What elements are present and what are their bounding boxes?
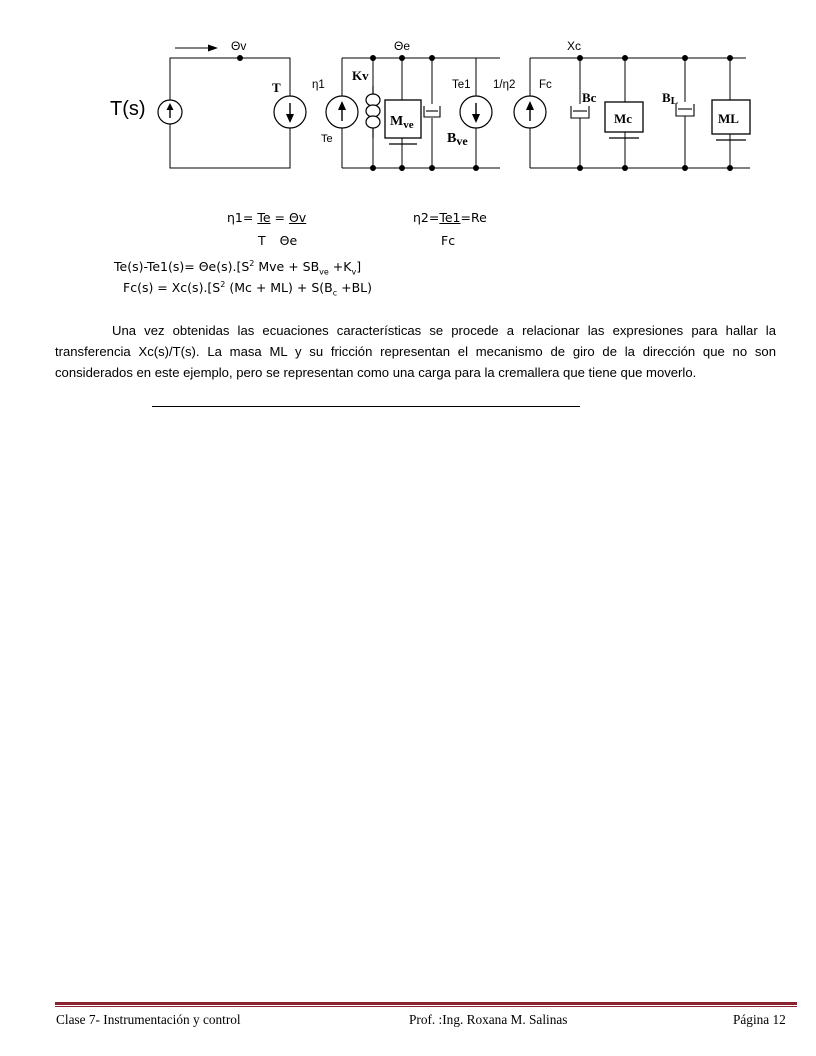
eta1-equation-top: η1= Te = Θv [227,210,307,225]
spring-kv [364,86,382,138]
footer-page-number: Página 12 [733,1012,786,1027]
label-bl: BL [662,90,679,107]
loop-1-wire [170,58,290,168]
label-te: Te [321,133,333,145]
body-paragraph: Una vez obtenidas las ecuaciones características se procede a relacionar las expresiones para hallar la transferencia Xc(s)/T(s). La masa ML y su fricción representan el mecanismo de giro de la dirección que no son considerados en este ejemplo, pero se representan como una carga para la cremallera que tiene que moverlo. [55,323,776,380]
separator-line [152,406,580,407]
label-kv: Kv [352,68,369,83]
label-theta-e: Θe [394,39,411,53]
eta1-equation-denominators: T Θe [258,233,298,248]
footer-author: Prof. :Ing. Roxana M. Salinas [409,1012,568,1027]
theta-v-arrow [175,45,218,52]
label-mc: Mc [614,111,633,126]
damper-bc [571,104,589,118]
fc-equation: $Fc(s) = Xc(s).[S^2$ $(Mc + ML) + S(B_c +BL)$ [123,280,372,298]
eta2-equation-denominator: Fc [441,233,456,248]
label-ml: ML [718,111,739,126]
label-bve: Bve [447,131,468,148]
label-mve: $M_{ve}$ [390,114,414,131]
label-inv-eta2: 1/η2 [493,79,516,91]
footer-course: Clase 7- Instrumentación y control [56,1012,241,1027]
label-fc: Fc [539,79,552,91]
damper-bve [424,104,440,118]
label-bc: Bc [582,90,597,105]
footer-rule-thick [55,1002,797,1005]
label-te1: Te1 [452,79,471,91]
label-eta1: η1 [312,79,325,91]
label-source-ts: T(s) [110,98,146,120]
footer-rule-thin [55,1006,797,1007]
damper-bl [676,102,694,116]
te-equation: $Te(s)-Te1(s)= \Theta e(s).[S^2$ Mve + $SB_{ve} +K_v$] [114,259,362,277]
label-t: T [272,80,281,95]
label-theta-v: Θv [231,39,247,53]
circuit-diagram [0,0,816,200]
eta2-equation-top: η2=Te1=Re [413,210,487,225]
label-xc: Xc [567,39,582,53]
